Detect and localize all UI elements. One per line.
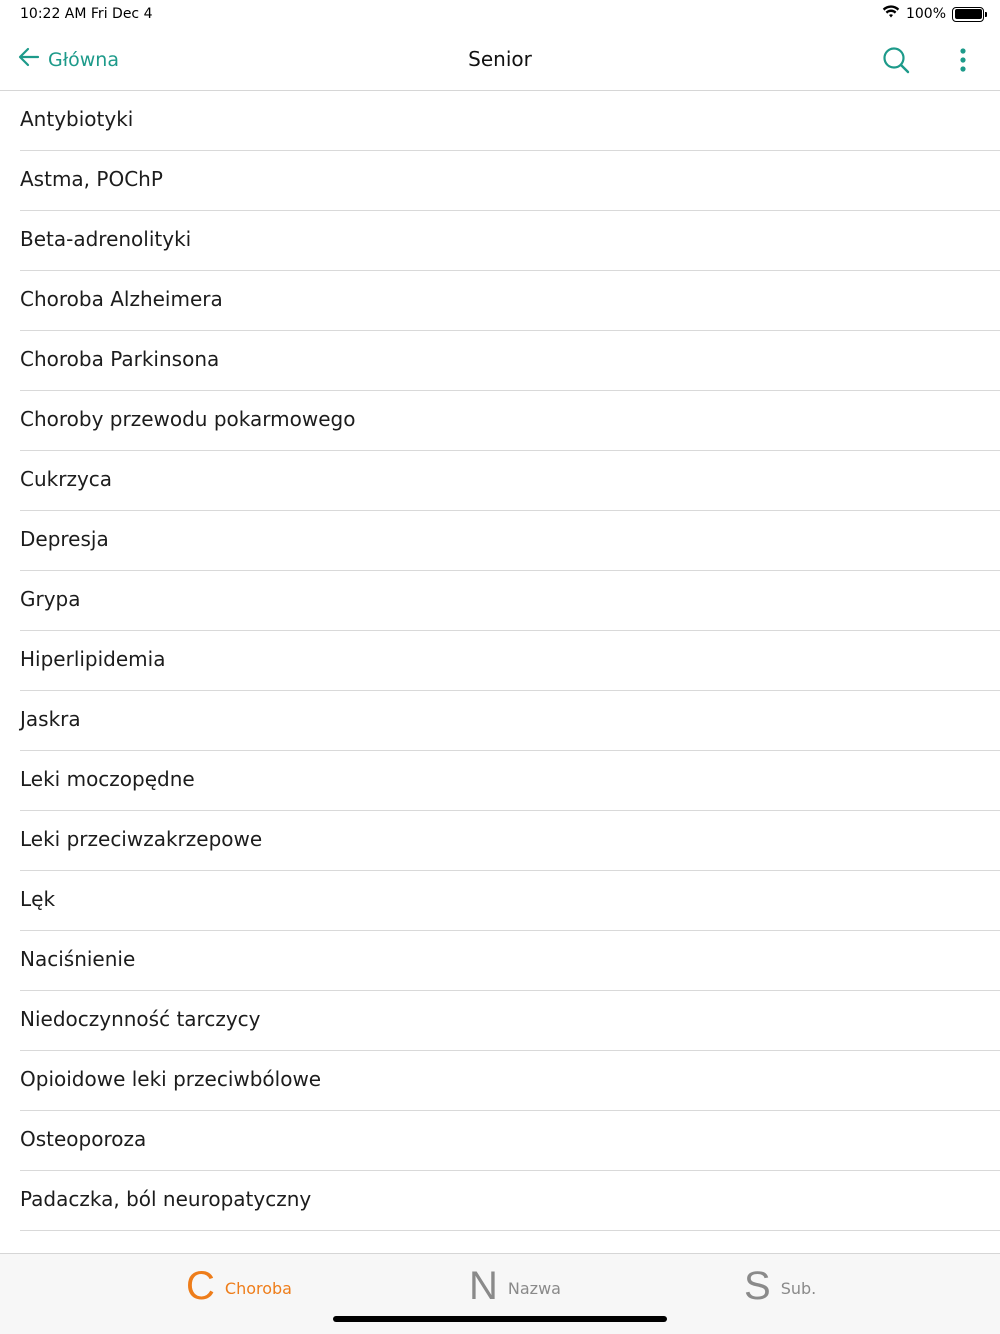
tab-letter: C <box>186 1264 215 1308</box>
list-item-label: Naciśnienie <box>20 947 136 971</box>
list-item-label: Osteoporoza <box>20 1127 147 1151</box>
list-item[interactable] <box>20 631 1000 691</box>
list-item[interactable] <box>20 751 1000 811</box>
tab-label: Choroba <box>224 1278 292 1298</box>
tab-letter: N <box>469 1264 498 1308</box>
list-item-label: Choroba Alzheimera <box>20 287 223 311</box>
list-item[interactable] <box>20 871 1000 931</box>
list-item[interactable] <box>20 451 1000 511</box>
wifi-icon <box>882 5 900 23</box>
tab-letter: S <box>744 1264 771 1308</box>
list-item[interactable] <box>20 1171 1000 1231</box>
disease-list <box>0 91 1000 1253</box>
list-item[interactable] <box>20 331 1000 391</box>
navigation-bar <box>0 30 1000 91</box>
list-item[interactable] <box>20 391 1000 451</box>
list-item-label: Depresja <box>20 527 109 551</box>
list-item-label: Antybiotyki <box>20 107 134 131</box>
list-item-label: Jaskra <box>20 707 81 731</box>
list-item[interactable] <box>20 811 1000 871</box>
status-bar <box>0 0 1000 30</box>
list-item-label: Astma, POChP <box>20 167 163 191</box>
list-item-label: Cukrzyca <box>20 467 113 491</box>
list-item[interactable] <box>20 1111 1000 1171</box>
list-item-label: Padaczka, ból neuropatyczny <box>20 1187 312 1211</box>
list-item[interactable] <box>20 1051 1000 1111</box>
search-icon <box>881 60 911 79</box>
tab-nazwa[interactable] <box>469 1266 561 1306</box>
list-item[interactable] <box>20 691 1000 751</box>
page-title: Senior <box>468 47 532 71</box>
home-indicator <box>333 1316 667 1322</box>
list-item-label: Choroba Parkinsona <box>20 347 220 371</box>
more-options-button[interactable] <box>950 45 976 77</box>
list-item-label: Leki moczopędne <box>20 767 195 791</box>
list-item-label: Leki przeciwzakrzepowe <box>20 827 263 851</box>
list-item-label: Grypa <box>20 587 81 611</box>
list-item-label: Beta-adrenolityki <box>20 227 192 251</box>
battery-percent: 100% <box>905 6 946 22</box>
back-label: Główna <box>48 48 119 71</box>
list-item-label: Choroby przewodu pokarmowego <box>20 407 356 431</box>
status-right <box>882 5 984 23</box>
search-button[interactable] <box>881 45 913 77</box>
list-item[interactable] <box>20 151 1000 211</box>
list-item[interactable] <box>20 511 1000 571</box>
tab-label: Sub. <box>780 1278 817 1298</box>
status-time: 10:22 AM Fri Dec 4 <box>20 6 153 22</box>
more-vertical-icon <box>950 60 976 79</box>
tab-sub[interactable] <box>744 1266 816 1306</box>
list-item[interactable] <box>20 211 1000 271</box>
list-item-label: Opioidowe leki przeciwbólowe <box>20 1067 322 1091</box>
tab-choroba[interactable] <box>186 1266 292 1306</box>
list-item-label: Niedoczynność tarczycy <box>20 1007 261 1031</box>
list-item-label: Hiperlipidemia <box>20 647 166 671</box>
battery-icon <box>952 7 984 22</box>
tab-label: Nazwa <box>507 1278 561 1298</box>
list-item[interactable] <box>20 571 1000 631</box>
list-item[interactable] <box>20 931 1000 991</box>
list-item[interactable] <box>20 991 1000 1051</box>
list-item[interactable] <box>20 91 1000 151</box>
list-item-label: Lęk <box>20 887 56 911</box>
list-item[interactable] <box>20 271 1000 331</box>
